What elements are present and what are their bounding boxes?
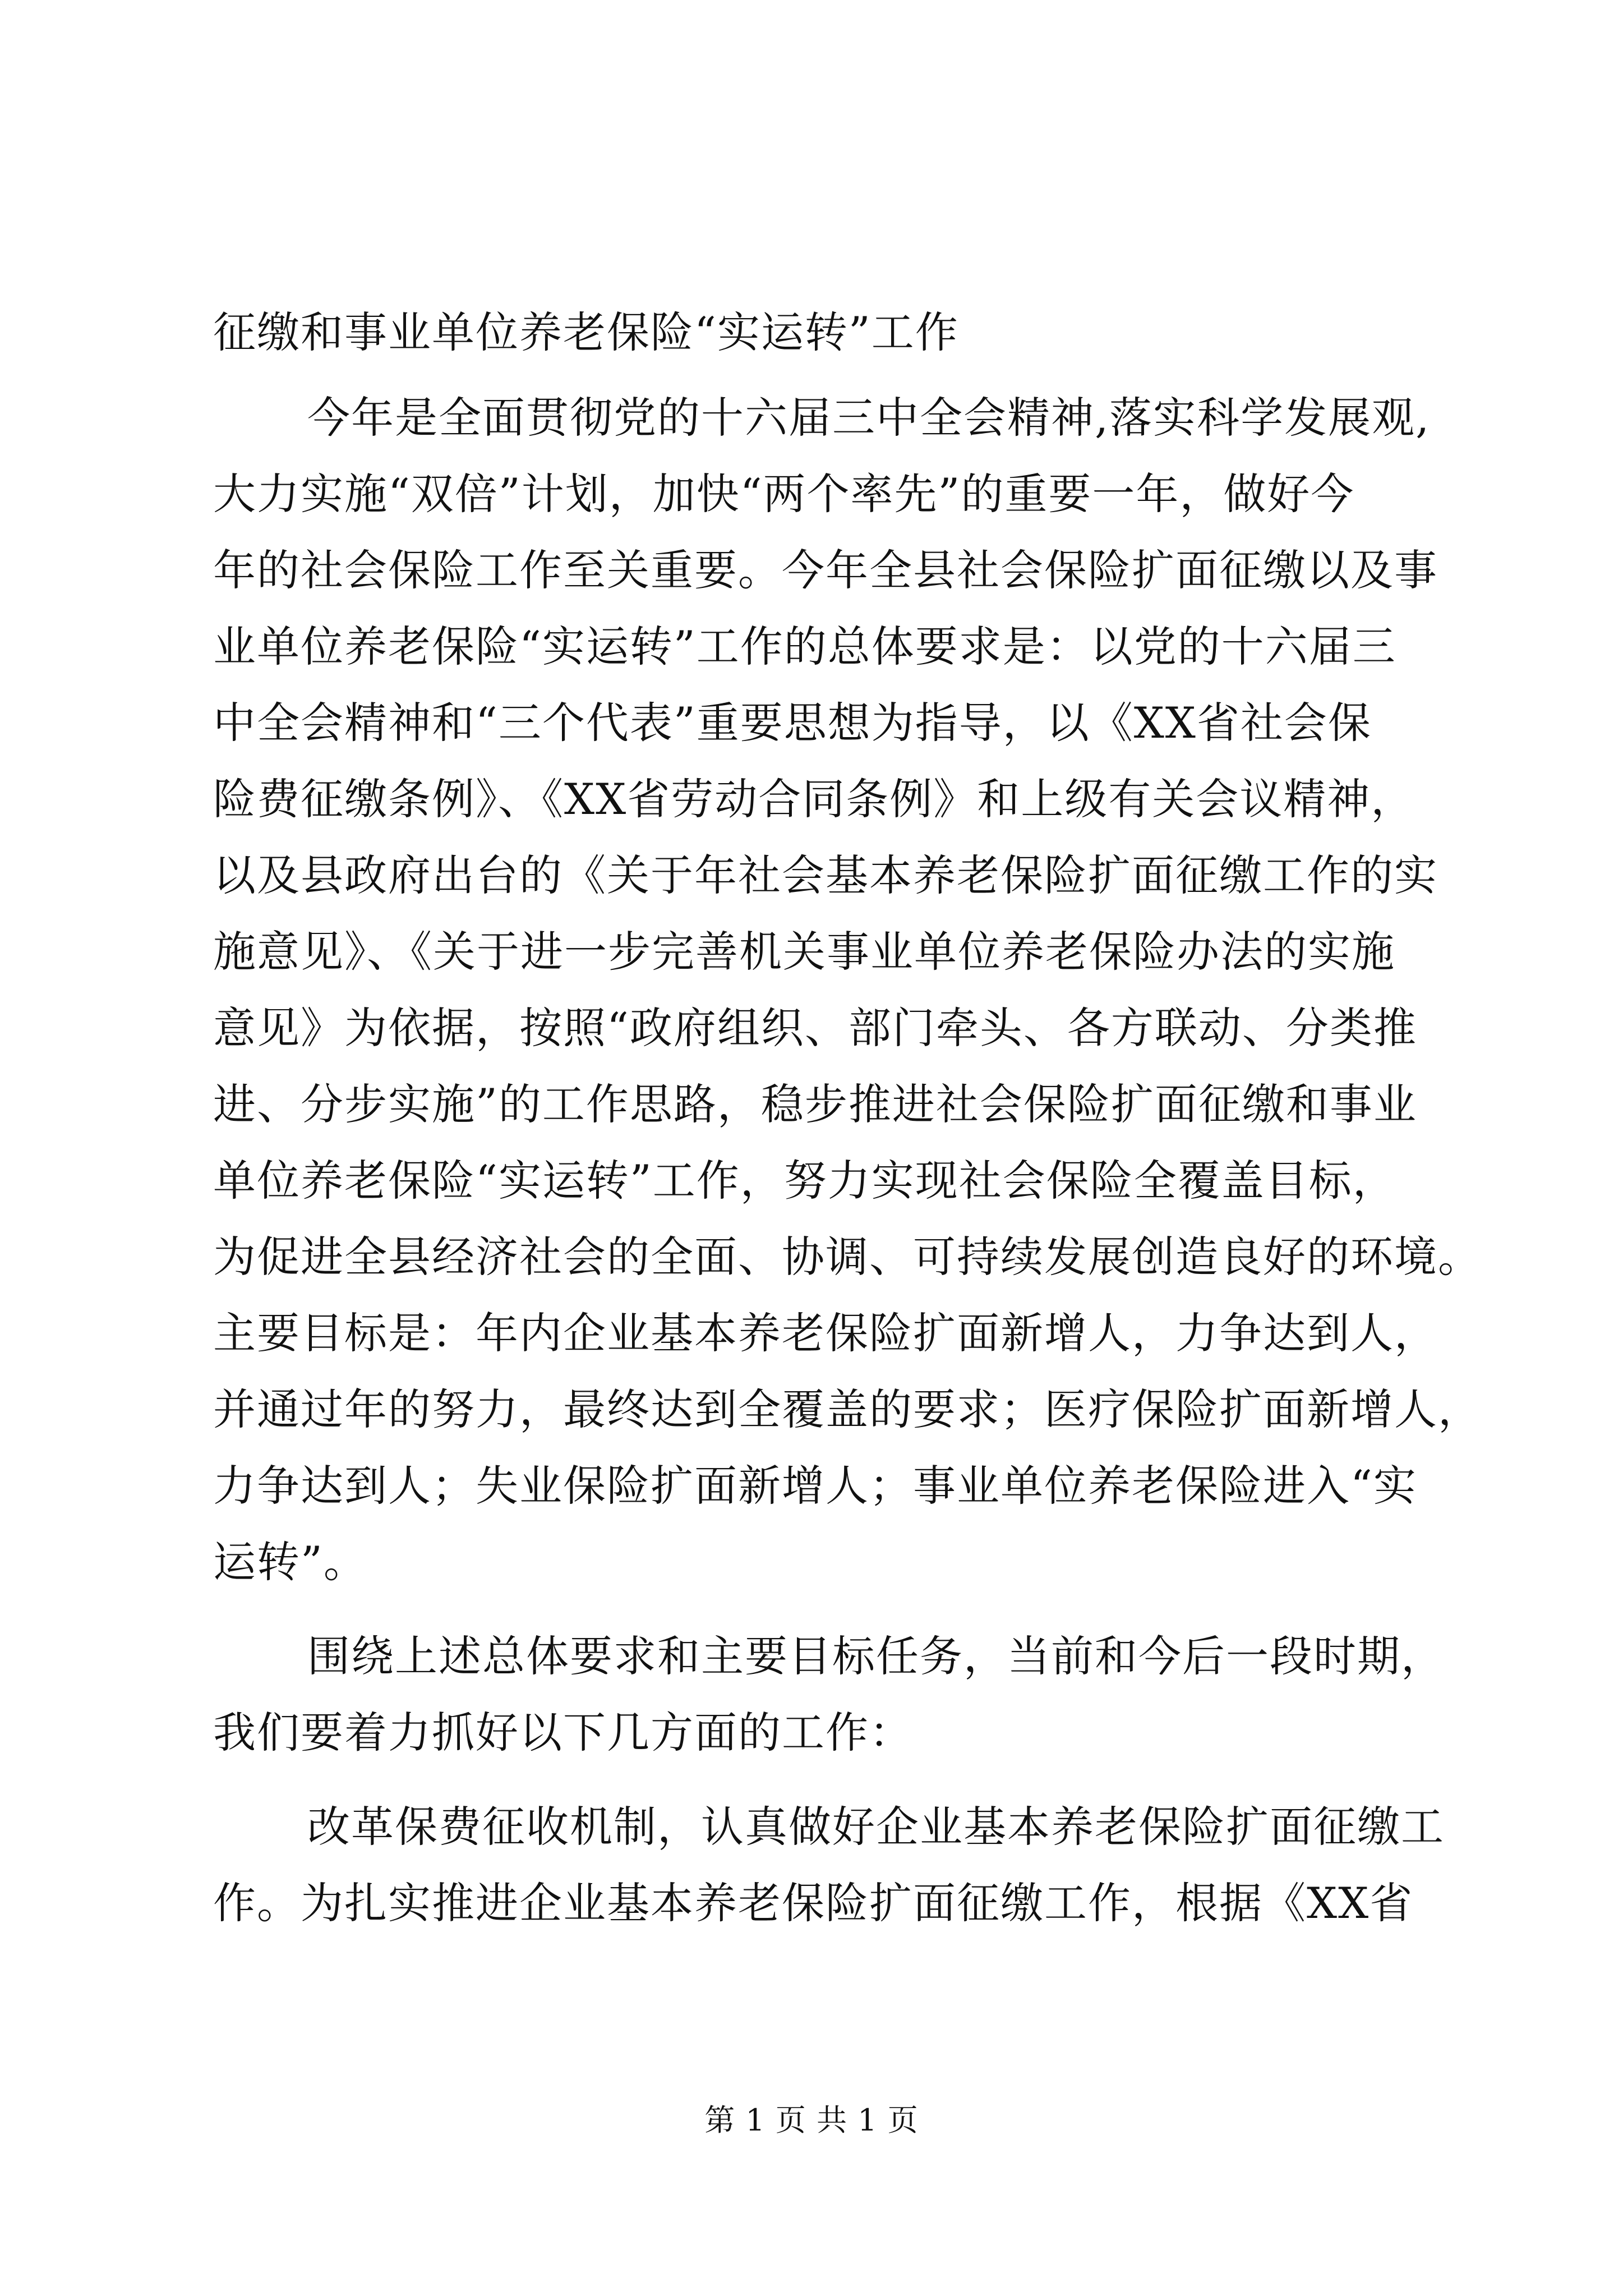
text-line: 意见》为依据，按照“政府组织、部门牵头、各方联动、分类推 [213, 1003, 1417, 1053]
text-line: 中全会精神和“三个代表”重要思想为指导，以《XX省社会保 [213, 698, 1372, 748]
text-line: 以及县政府出台的《关于年社会基本养老保险扩面征缴工作的实 [213, 850, 1438, 900]
paragraph-first-line: 围绕上述总体要求和主要目标任务，当前和今后一段时期， [307, 1631, 1445, 1681]
text-line: 业单位养老保险“实运转”工作的总体要求是：以党的十六届三 [213, 622, 1396, 671]
text-line: 征缴和事业单位养老保险“实运转”工作 [213, 307, 959, 357]
text-line: 施意见》、《关于进一步完善机关事业单位养老保险办法的实施 [213, 927, 1395, 977]
text-line: 单位养老保险“实运转”工作，努力实现社会保险全覆盖目标， [213, 1156, 1396, 1205]
text-line: 为促进全县经济社会的全面、协调、可持续发展创造良好的环境。 [213, 1232, 1482, 1282]
text-line: 运转”。 [213, 1537, 367, 1587]
text-line: 进、分步实施”的工作思路，稳步推进社会保险扩面征缴和事业 [213, 1079, 1417, 1129]
paragraph-first-line: 改革保费征收机制，认真做好企业基本养老保险扩面征缴工 [307, 1802, 1445, 1852]
text-line: 大力实施“双倍”计划，加快“两个率先”的重要一年，做好今 [213, 469, 1355, 519]
text-line: 作。为扎实推进企业基本养老保险扩面征缴工作，根据《XX省 [213, 1878, 1414, 1928]
paragraph-first-line: 今年是全面贯彻党的十六届三中全会精神,落实科学发展观, [307, 393, 1431, 443]
text-line: 年的社会保险工作至关重要。今年全县社会保险扩面征缴以及事 [213, 545, 1438, 595]
page-number-footer: 第 1 页 共 1 页 [704, 2102, 919, 2138]
text-line: 我们要着力抓好以下几方面的工作： [213, 1708, 913, 1757]
text-line: 并通过年的努力，最终达到全覆盖的要求；医疗保险扩面新增人， [213, 1384, 1482, 1434]
text-line: 主要目标是：年内企业基本养老保险扩面新增人，力争达到人， [213, 1308, 1438, 1358]
text-line: 险费征缴条例》、《XX省劳动合同条例》和上级有关会议精神， [213, 774, 1415, 824]
text-line: 力争达到人；失业保险扩面新增人；事业单位养老保险进入“实 [213, 1461, 1417, 1511]
